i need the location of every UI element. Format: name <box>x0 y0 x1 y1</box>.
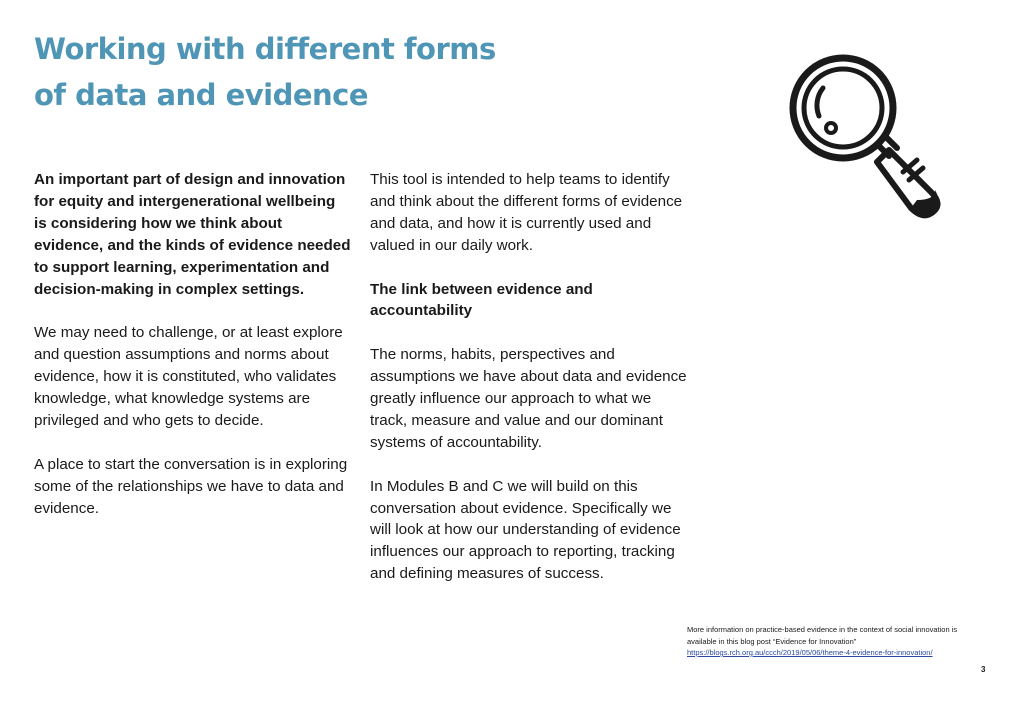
modules-paragraph: In Modules B and C we will build on this conversation about evidence. Specifically we will look at how our understanding of evidence influences our approach to reporting, tracking and defining measures of success. <box>370 477 681 583</box>
title-line-2: of data and evidence <box>34 78 369 112</box>
right-column <box>370 169 688 607</box>
title-line-1: Working with different forms <box>34 32 496 66</box>
footnote <box>687 624 987 659</box>
assumptions-paragraph: We may need to challenge, or at least explore and question assumptions and norms about evidence, how it is constituted, who validates knowledge, what knowledge systems are privileged and who gets to decide. <box>34 324 343 429</box>
left-column <box>34 169 352 541</box>
footnote-text: More information on practice-based evidence in the context of social innovation is available in this blog post “Evidence for Innovation” <box>687 625 958 646</box>
tool-purpose-paragraph: This tool is intended to help teams to identify and think about the different forms of evidence and data, and how it is currently used and valued in our daily work. <box>370 171 683 254</box>
norms-paragraph: The norms, habits, perspectives and assumptions we have about data and evidence greatly influence our approach to what we track, measure and value and our dominant systems of accountability. <box>370 346 687 451</box>
page-number: 3 <box>981 665 986 674</box>
intro-paragraph: An important part of design and innovation for equity and intergenerational wellbeing is considering how we think about evidence, and the kinds of evidence needed to support learning, experimentation and decision-making in complex settings. <box>34 171 351 298</box>
magnifying-glass-icon <box>785 50 955 226</box>
conversation-paragraph: A place to start the conversation is in exploring some of the relationships we have to data and evidence. <box>34 455 348 517</box>
footnote-link[interactable]: https://blogs.rch.org.au/ccch/2019/05/06/theme-4-evidence-for-innovation/ <box>687 648 933 657</box>
section-subheading: The link between evidence and accountability <box>370 280 593 320</box>
page-title <box>34 26 634 118</box>
